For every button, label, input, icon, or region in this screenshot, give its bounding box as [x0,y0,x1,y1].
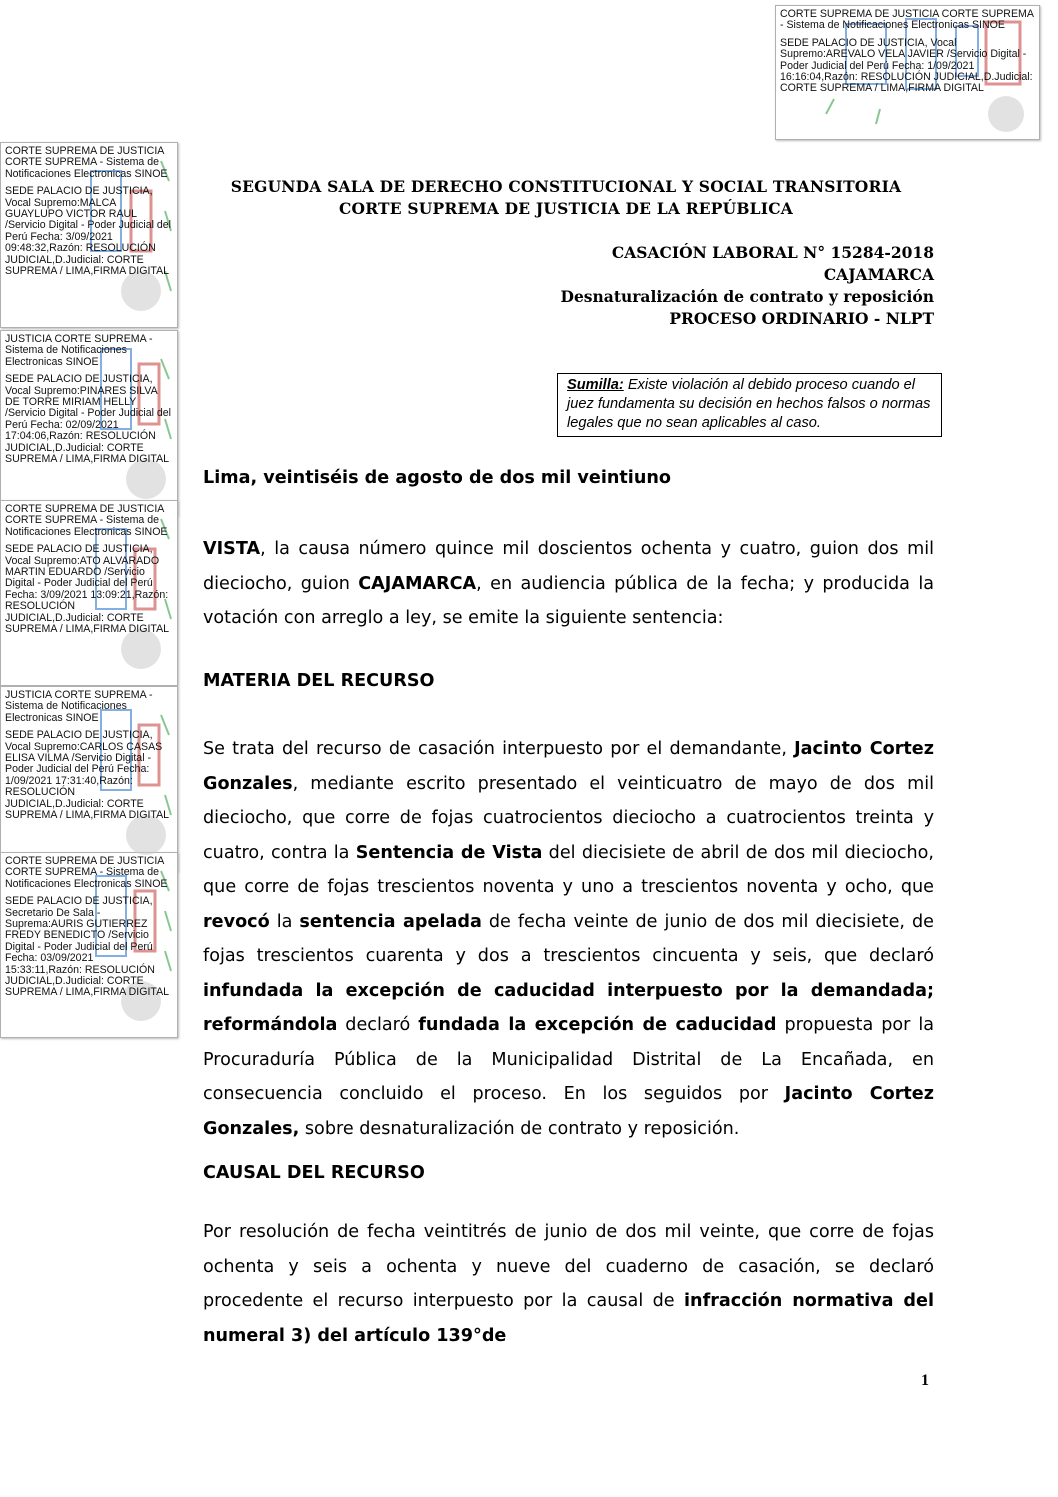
signature-stamp-1 [0,142,178,328]
case-process: PROCESO ORDINARIO - NLPT [669,309,934,328]
materia-text: , mediante escrito presentado el veinticuatro de mayo de dos mil dieciocho, que corre de fojas cuatrocientos dieciocho a cuatrocientos treinta y cuatro, contra la [203,773,934,863]
stamp-details: SEDE PALACIO DE JUSTICIA, Vocal Supremo:PINARES SILVA DE TORRE MIRIAM HELLY /Servicio Digital - Poder Judicial del Perú Fecha: 02/09/2021 17:04:06,Razón: RESOLUCIÓN JUDICIAL,D.Judicial: CORTE SUPREMA / LIMA,FIRMA DIGITAL [5,373,172,466]
materia-bold: Jacinto Cortez Gonzales, [203,1084,934,1139]
stamp-details: SEDE PALACIO DE JUSTICIA, Secretario De Sala - Suprema:AURIS GUTIERREZ FREDY BENEDICTO /Servicio Digital - Poder Judicial del Perú Fecha: 03/09/2021 15:33:11,Razón: RESOLUCIÓN JUDICIAL,D.Judicial: CORTE SUPREMA / LIMA,FIRMA DIGITAL [5,895,170,999]
materia-paragraph [203,732,934,1146]
signature-stamp-4 [0,686,178,872]
materia-bold: infundada la excepción de caducidad interpuesto por la demandada; reformándola [203,980,934,1035]
signature-stamp-3 [0,500,178,686]
signature-stamp-2 [0,330,178,516]
materia-text: de fecha veinte de junio de dos mil diecisiete, de fojas trescientos cuarenta y dos a trescientos cincuenta y seis, que declaró [203,911,934,966]
stamp-entity: JUSTICIA CORTE SUPREMA - Sistema de Notificaciones Electronicas SINOE [5,689,153,724]
stamp-entity: CORTE SUPREMA DE JUSTICIA CORTE SUPREMA - Sistema de Notificaciones Electronicas SINOE [5,145,168,180]
case-number: CASACIÓN LABORAL N° 15284-2018 [611,243,934,262]
stamp-details: SEDE PALACIO DE JUSTICIA, Vocal Supremo:MALCA GUAYLUPO VICTOR RAUL /Servicio Digital - Poder Judicial del Perú Fecha: 3/09/2021 09:48:32,Razón: RESOLUCIÓN JUDICIAL,D.Judicial: CORTE SUPREMA / LIMA,FIRMA DIGITAL [5,185,172,278]
causal-text: Por resolución de fecha veintitrés de junio de dos mil veinte, que corre de fojas ochenta y seis a ochenta y nueve del cuaderno de casación, se declaró procedente el recurso interpuesto por la causal de [203,1222,934,1311]
stamp-details: SEDE PALACIO DE JUSTICIA, Vocal Supremo:CARLOS CASAS ELISA VILMA /Servicio Digital - Poder Judicial del Perú Fecha: 1/09/2021 17:31:40,Razón: RESOLUCIÓN JUDICIAL,D.Judicial: CORTE SUPREMA / LIMA,FIRMA DIGITAL [5,729,170,822]
materia-text: propuesta por la Procuraduría Pública de la Municipalidad Distrital de La Encañada, en consecuencia concluido el proceso. En los seguidos por [203,1015,934,1104]
vista-text: , en audiencia pública de la fecha; y producida la votación con arreglo a ley, se emite la siguiente sentencia: [203,573,934,628]
sumilla-box [557,373,942,437]
stamp-entity: JUSTICIA CORTE SUPREMA - Sistema de Notificaciones Electronicas SINOE [5,333,153,368]
materia-text: del diecisiete de abril de dos mil dieciocho, que corre de fojas trescientos noventa y uno a trescientos noventa y ocho, que [203,842,934,897]
materia-bold: revocó [203,911,270,932]
stamp-details: SEDE PALACIO DE JUSTICIA, Vocal Supremo:AREVALO VELA JAVIER /Servicio Digital - Poder Judicial del Perú Fecha: 1/09/2021 16:16:04,Razón: RESOLUCIÓN JUDICIAL,D.Judicial: CORTE SUPREMA / LIMA,FIRMA DIGITAL [780,36,1033,95]
stamp-details: SEDE PALACIO DE JUSTICIA, Vocal Supremo:ATO ALVARADO MARTIN EDUARDO /Servicio Digital - Poder Judicial del Perú Fecha: 3/09/2021 13:09:21,Razón: RESOLUCIÓN JUDICIAL,D.Judicial: CORTE SUPREMA / LIMA,FIRMA DIGITAL [5,543,170,636]
materia-bold: Sentencia de Vista [355,842,543,863]
signature-stamp-5 [0,852,178,1038]
vista-place: CAJAMARCA [358,573,477,594]
page-number: 1 [921,1372,929,1389]
materia-bold: fundada la excepción de caducidad [418,1015,777,1035]
sumilla-label: Sumilla: [567,377,624,393]
materia-text: declaró [337,1015,419,1035]
sumilla-text: Existe violación al debido proceso cuando el juez fundamenta su decisión en hechos falsos o normas legales que no sean aplicables al caso. [567,377,931,431]
materia-bold: sentencia apelada [299,911,482,932]
case-city: CAJAMARCA [823,265,934,284]
materia-text: sobre desnaturalización de contrato y reposición. [299,1118,740,1139]
causal-paragraph [203,1215,934,1353]
vista-paragraph [203,532,934,636]
stamp-entity: CORTE SUPREMA DE JUSTICIA CORTE SUPREMA - Sistema de Notificaciones Electronicas SINOE [5,855,168,890]
stamp-entity: CORTE SUPREMA DE JUSTICIA CORTE SUPREMA - Sistema de Notificaciones Electronicas SINOE [5,503,168,538]
section-title-causal: CAUSAL DEL RECURSO [203,1163,425,1183]
case-subject: Desnaturalización de contrato y reposición [560,287,934,306]
sala-title: SEGUNDA SALA DE DERECHO CONSTITUCIONAL Y SOCIAL TRANSITORIA [230,177,902,196]
materia-bold: Jacinto Cortez Gonzales [203,739,934,794]
materia-text: la [269,911,300,932]
court-title: CORTE SUPREMA DE JUSTICIA DE LA REPÚBLICA [339,199,793,218]
section-title-materia: MATERIA DEL RECURSO [203,671,435,691]
date-line: Lima, veintiséis de agosto de dos mil veintiuno [203,468,671,488]
vista-lead: VISTA [203,539,261,559]
signature-stamp-top [775,5,1040,140]
materia-text: Se trata del recurso de casación interpuesto por el demandante, [203,739,795,759]
vista-text: , la causa número quince mil doscientos ochenta y cuatro, guion dos mil dieciocho, guion [203,539,934,594]
causal-bold: infracción normativa del numeral 3) del artículo 139°de [203,1291,934,1346]
stamp-entity: CORTE SUPREMA DE JUSTICIA CORTE SUPREMA - Sistema de Notificaciones Electronicas SINOE [780,8,1034,32]
